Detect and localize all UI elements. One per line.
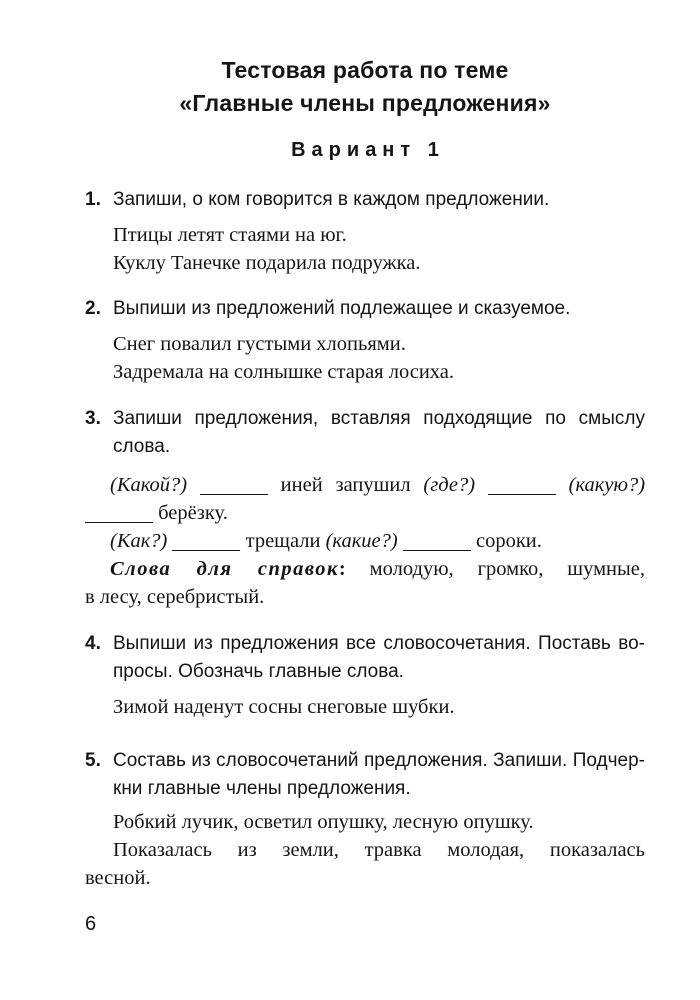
fill-text: берёзку. bbox=[158, 502, 228, 524]
task-prompt bbox=[85, 295, 645, 323]
exercise-sentence: Куклу Танечке подарила подружка. bbox=[113, 252, 421, 274]
task-item-4 bbox=[85, 630, 645, 721]
reference-words-line-2 bbox=[85, 583, 645, 611]
task-body bbox=[85, 471, 645, 611]
fill-text: сороки. bbox=[475, 530, 542, 552]
page-title bbox=[85, 54, 645, 120]
fill-blank bbox=[488, 493, 556, 495]
task-item-3 bbox=[85, 405, 645, 611]
task-item-1 bbox=[85, 186, 645, 277]
fill-line-1 bbox=[85, 471, 645, 499]
task-item-5 bbox=[85, 747, 645, 892]
variant-heading: Вариант 1 bbox=[291, 139, 445, 161]
exercise-sentence: Задремала на солнышке старая лосиха. bbox=[113, 361, 454, 383]
task-prompt-line: Составь из словосочетаний предложения. Запиши. Подчер- bbox=[113, 750, 645, 771]
task-prompt bbox=[85, 186, 645, 214]
fill-blank bbox=[172, 549, 240, 551]
fill-blank bbox=[200, 493, 268, 495]
question-word: (какую?) bbox=[568, 474, 646, 496]
task-number: 2. bbox=[85, 298, 101, 319]
task-body bbox=[85, 330, 645, 386]
task-prompt-line: Запиши, о ком говорится в каждом предложении. bbox=[113, 189, 550, 210]
task-body bbox=[85, 221, 645, 277]
reference-words: молодую, громко, шумные, bbox=[369, 558, 646, 580]
question-word: (Какой?) bbox=[110, 474, 188, 496]
task-prompt-line: Выпиши из предложения все словосочетания. Поставь во- bbox=[113, 633, 645, 654]
exercise-sentence: Птицы летят стаями на юг. bbox=[113, 224, 347, 246]
reference-label: Слова для справок bbox=[110, 558, 339, 580]
reference-words: в лесу, серебристый. bbox=[85, 586, 265, 608]
task-prompt bbox=[85, 630, 645, 686]
task-number: 4. bbox=[85, 633, 101, 654]
fill-text: трещали bbox=[245, 530, 321, 552]
task-prompt-line: просы. Обозначь главные слова. bbox=[113, 661, 404, 682]
task-number: 1. bbox=[85, 189, 101, 210]
task-body bbox=[85, 808, 645, 892]
task-prompt-line: кни главные члены предложения. bbox=[113, 778, 411, 799]
question-word: (Как?) bbox=[110, 530, 168, 552]
task-body bbox=[85, 693, 645, 721]
exercise-sentence-line-2: весной. bbox=[85, 867, 151, 889]
page-title-line-1: Тестовая работа по теме bbox=[221, 57, 509, 83]
task-prompt-line: Запиши предложения, вставляя подходящие по смыслу bbox=[113, 408, 645, 429]
reference-words-line-1 bbox=[85, 555, 645, 583]
task-number: 5. bbox=[85, 750, 101, 771]
exercise-sentence-line-1: Показалась из земли, травка молодая, показалась bbox=[113, 839, 645, 861]
task-number: 3. bbox=[85, 408, 101, 429]
exercise-sentence: Зимой наденут сосны снеговые шубки. bbox=[113, 696, 455, 718]
question-word: (где?) bbox=[423, 474, 476, 496]
fill-blank bbox=[85, 521, 153, 523]
question-word: (какие?) bbox=[325, 530, 398, 552]
page-title-line-2: «Главные члены предложения» bbox=[179, 90, 551, 116]
page-number: 6 bbox=[85, 913, 97, 935]
fill-text: иней запушил bbox=[280, 474, 411, 496]
fill-line-2 bbox=[85, 499, 645, 527]
reference-colon: : bbox=[338, 558, 346, 580]
fill-blank bbox=[403, 549, 471, 551]
exercise-sentence: Снег повалил густыми хлопьями. bbox=[113, 333, 406, 355]
task-prompt bbox=[85, 405, 645, 461]
task-prompt-line: Выпиши из предложений подлежащее и сказуемое. bbox=[113, 298, 571, 319]
exercise-sentence: Робкий лучик, осветил опушку, лесную опушку. bbox=[113, 811, 534, 833]
task-item-2 bbox=[85, 295, 645, 386]
task-prompt-line: слова. bbox=[113, 436, 171, 457]
fill-line-3 bbox=[85, 527, 645, 555]
task-prompt bbox=[85, 747, 645, 803]
